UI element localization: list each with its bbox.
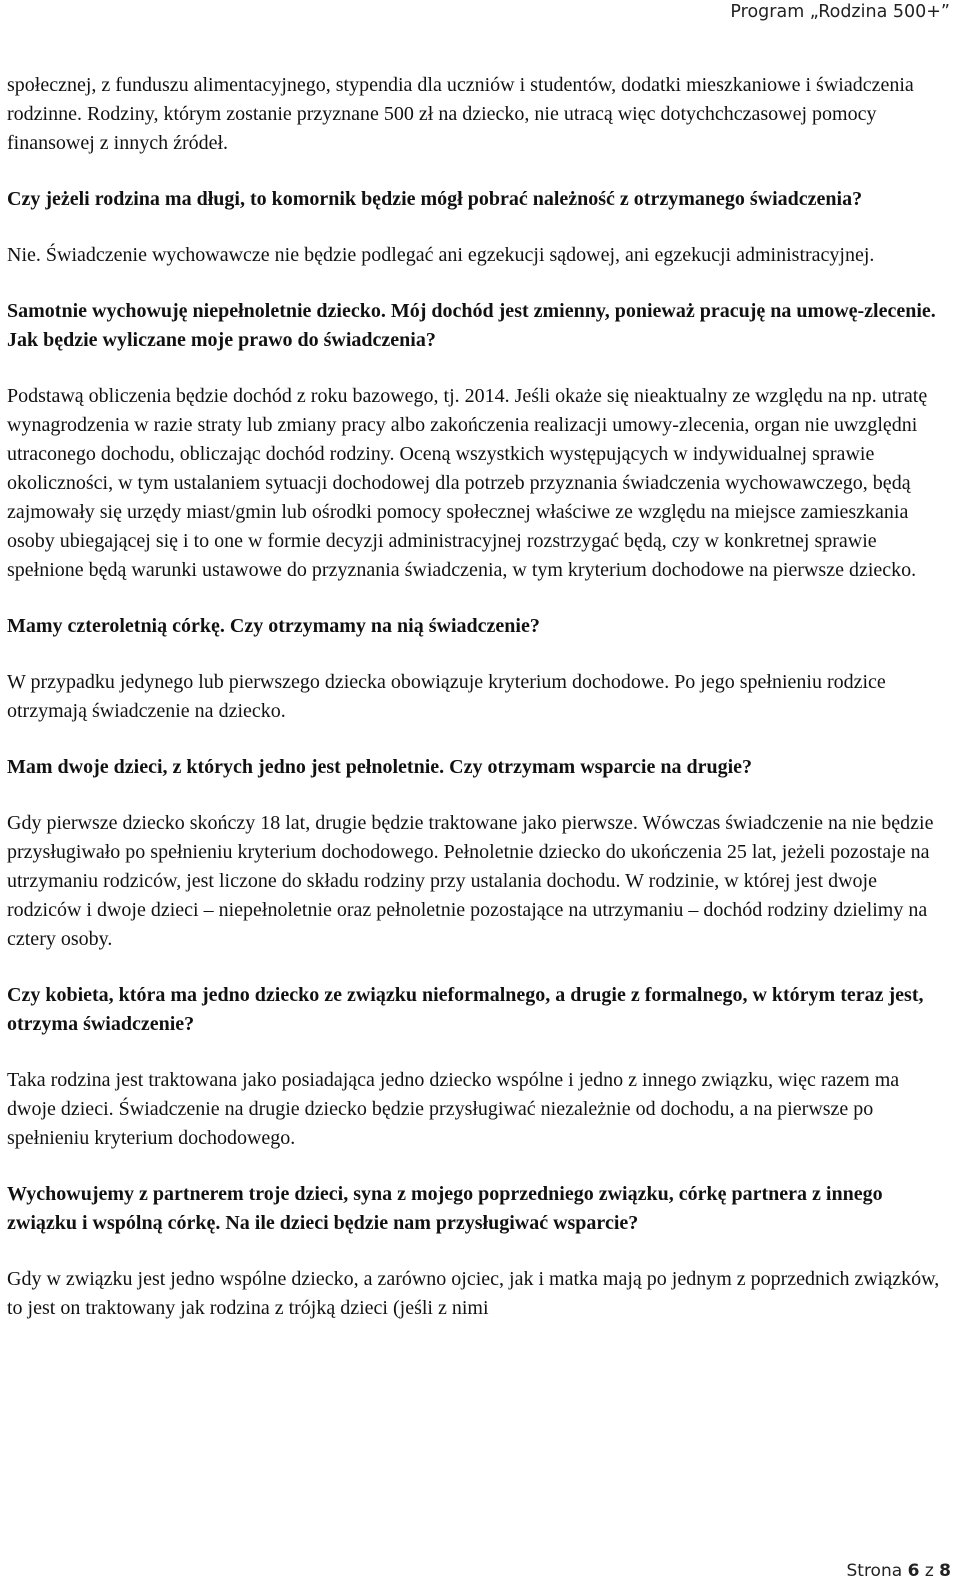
answer-samotnie: Podstawą obliczenia będzie dochód z roku bazowego, tj. 2014. Jeśli okaże się nieaktualny ze względu na np. utratę wynagrodzenia w razie straty lub zmiany pracy albo zakończenia realizacji umowy-zlecenia, organ nie uwzględni utraconego dochodu, obliczając dochód rodziny. Oceną wszystkich występujących w indywidualnej sprawie okoliczności, w tym ustalaniem sytuacji dochodowej dla potrzeb przyznania świadczenia wychowawczego, będą zajmowały się urzędy miast/gmin lub ośrodki pomocy społecznej właściwe ze względu na miejsce zamieszkania osoby ubiegającej się i to one w formie decyzji administracyjnej rozstrzygać będą, czy w konkretnej sprawie spełnione będą warunki ustawowe do przyznania świadczenia, w tym kryterium dochodowe na pierwsze dziecko. xyxy=(7,385,928,581)
question-komornik: Czy jeżeli rodzina ma długi, to komornik będzie mógł pobrać należność z otrzymanego świadczenia? xyxy=(7,188,863,210)
question-dwoje-dzieci: Mam dwoje dzieci, z których jedno jest pełnoletnie. Czy otrzymam wsparcie na drugie? xyxy=(7,756,753,778)
question-kobieta: Czy kobieta, która ma jedno dziecko ze związku nieformalnego, a drugie z formalnego, w którym teraz jest, otrzyma świadczenie? xyxy=(7,984,924,1035)
question-czteroletnia: Mamy czteroletnią córkę. Czy otrzymamy na nią świadczenie? xyxy=(7,615,540,637)
page-of: z xyxy=(924,1561,934,1581)
running-header: Program „Rodzina 500+” xyxy=(730,2,950,22)
answer-kobieta: Taka rodzina jest traktowana jako posiadająca jedno dziecko wspólne i jedno z innego związku, więc razem ma dwoje dzieci. Świadczenie na drugie dziecko będzie przysługiwać niezależnie od dochodu, a na pierwsze po spełnieniu kryterium dochodowego. xyxy=(7,1069,900,1149)
document-body xyxy=(7,71,952,1350)
question-samotnie: Samotnie wychowuję niepełnoletnie dziecko. Mój dochód jest zmienny, ponieważ pracuję na umowę-zlecenie. Jak będzie wyliczane moje prawo do świadczenia? xyxy=(7,300,936,351)
question-troje-dzieci: Wychowujemy z partnerem troje dzieci, syna z mojego poprzedniego związku, córkę partnera z innego związku i wspólną córkę. Na ile dzieci będzie nam przysługiwać wsparcie? xyxy=(7,1183,883,1234)
page-label: Strona xyxy=(846,1561,903,1581)
page-number: 6 xyxy=(907,1561,920,1581)
answer-troje-dzieci: Gdy w związku jest jedno wspólne dziecko, a zarówno ojciec, jak i matka mają po jednym z poprzednich związków, to jest on traktowany jak rodzina z trójką dzieci (jeśli z nimi xyxy=(7,1268,940,1319)
answer-dwoje-dzieci: Gdy pierwsze dziecko skończy 18 lat, drugie będzie traktowane jako pierwsze. Wówczas świadczenie na nie będzie przysługiwało po spełnieniu kryterium dochodowego. Pełnoletnie dziecko do ukończenia 25 lat, jeżeli pozostaje na utrzymaniu rodziców, jest liczone do składu rodziny przy ustalania dochodu. W rodzinie, w której jest dwoje rodziców i dwoje dzieci – niepełnoletnie oraz pełnoletnie pozostające na utrzymaniu – dochód rodziny dzielimy na cztery osoby. xyxy=(7,812,934,950)
paragraph-1: społecznej, z funduszu alimentacyjnego, stypendia dla uczniów i studentów, dodatki mieszkaniowe i świadczenia rodzinne. Rodziny, którym zostanie przyznane 500 zł na dziecko, nie utracą więc dotychchczasowej pomocy finansowej z innych źródeł. xyxy=(7,74,914,154)
page-footer xyxy=(846,1561,951,1581)
answer-komornik: Nie. Świadczenie wychowawcze nie będzie podlegać ani egzekucji sądowej, ani egzekucji administracyjnej. xyxy=(7,244,875,266)
answer-czteroletnia: W przypadku jedynego lub pierwszego dziecka obowiązuje kryterium dochodowe. Po jego spełnieniu rodzice otrzymają świadczenie na dziecko. xyxy=(7,671,886,722)
page-total: 8 xyxy=(939,1561,951,1581)
